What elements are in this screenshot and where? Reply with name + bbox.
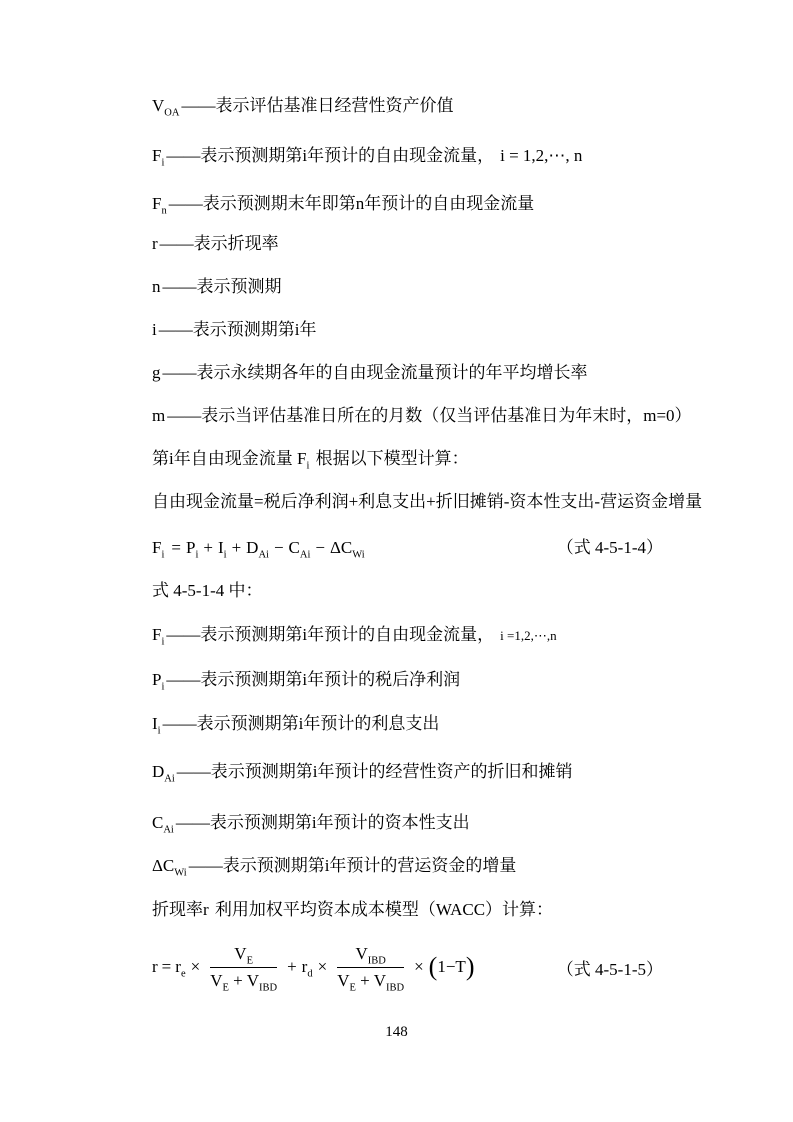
definition-line-dai — [152, 762, 693, 785]
formula-4-5-1-4: $F_i$ = $P_i$ + $I_i$ + $D_{Ai}$ − $C_{Ai}$ − $\Delta C_{Wi}$ — [152, 538, 365, 561]
symbol-dai: $D_{Ai}$ — [152, 762, 175, 785]
symbol-i: i — [152, 320, 157, 339]
symbol-ii: $I_i$ — [152, 714, 161, 737]
symbol-n: n — [152, 277, 161, 296]
definition-line-m — [152, 406, 693, 426]
tax-shield-term: (1−T) — [428, 952, 475, 981]
symbol-cai: $C_{Ai}$ — [152, 813, 174, 836]
definition-text: ——表示预测期第i年预计的资本性支出 — [175, 813, 470, 832]
symbol-g: g — [152, 363, 161, 382]
definition-line-dcwi — [152, 856, 693, 879]
definition-text: ——表示永续期各年的自由现金流量预计的年平均增长率 — [162, 363, 588, 382]
symbol-fi: $F_i$ — [152, 625, 165, 648]
symbol-m: m — [152, 406, 166, 425]
definition-text: ——表示预测期第i年 — [158, 320, 317, 339]
definition-line-i — [152, 320, 693, 340]
definition-line-cai — [152, 813, 693, 836]
wacc-intro: 折现率r 利用加权平均资本成本模型（WACC）计算： — [152, 900, 554, 919]
equation-label-4-5-1-4: （式 4-5-1-4） — [556, 538, 663, 557]
definition-text: ——表示折现率 — [159, 234, 279, 253]
definition-text: ——表示当评估基准日所在的月数（仅当评估基准日为年末时，m=0） — [167, 406, 692, 425]
symbol-pi: $P_i$ — [152, 670, 165, 693]
symbol-r: r — [152, 234, 158, 253]
formula-4-5-1-5: r = $r_e$ × $\frac{V_E}{V_E + V_{IBD}}$ + $r_d$ × $\frac{V_{IBD}}{V_E + V_{IBD}}$ × (1−T) — [152, 943, 475, 993]
definition-line-voa — [152, 96, 693, 119]
definition-line-n — [152, 277, 693, 297]
fcf-model-intro: 第i年自由现金流量 $F_i$ 根据以下模型计算： — [152, 449, 469, 472]
definition-line-g — [152, 363, 693, 383]
definition-text: ——表示预测期第i年预计的利息支出 — [162, 714, 440, 733]
page-number: 148 — [385, 1024, 408, 1040]
formula-4-5-1-4-row — [152, 538, 693, 561]
definition-text: ——表示预测期 — [162, 277, 282, 296]
definition-text: ——表示预测期末年即第n年预计的自由现金流量 — [168, 194, 535, 213]
definition-line-r — [152, 234, 693, 254]
definition-text: ——表示评估基准日经营性资产价值 — [181, 96, 454, 115]
symbol-r: r — [203, 900, 209, 919]
symbol-fn: $F_n$ — [152, 194, 167, 217]
definition-text: ——表示预测期第i年预计的自由现金流量， — [166, 146, 495, 165]
formula-note: 式 4-5-1-4 中： — [152, 581, 263, 600]
fcf-equation-text: 自由现金流量=税后净利润+利息支出+折旧摊销-资本性支出-营运资金增量 — [152, 492, 703, 511]
equation-label-4-5-1-5: （式 4-5-1-5） — [556, 959, 663, 979]
symbol-fi: $F_i$ — [296, 449, 310, 472]
symbol-dcwi: $\Delta C_{Wi}$ — [152, 856, 187, 879]
definition-line-fn — [152, 194, 693, 217]
definition-line-fi — [152, 146, 693, 169]
fraction-debt-weight: $\frac{V_{IBD}}{V_E + V_{IBD}}$ — [337, 943, 405, 993]
definition-text: ——表示预测期第i年预计的营运资金的增量 — [188, 856, 517, 875]
definition-line-ii — [152, 714, 693, 737]
definition-range: i =1,2,⋯,n — [500, 628, 557, 643]
formula-4-5-1-5-row — [152, 938, 693, 996]
document-page — [152, 96, 703, 996]
symbol-voa: $V_{OA}$ — [152, 96, 180, 119]
definition-line-pi — [152, 670, 693, 693]
symbol-fi: $F_i$ — [152, 146, 165, 169]
definition-range: i = 1,2,⋯, n — [500, 146, 583, 165]
definition-text: ——表示预测期第i年预计的经营性资产的折旧和摊销 — [176, 762, 573, 781]
fraction-equity-weight: $\frac{V_E}{V_E + V_{IBD}}$ — [210, 943, 278, 993]
definition-text: ——表示预测期第i年预计的税后净利润 — [166, 670, 461, 689]
definition-line-fi2 — [152, 625, 693, 648]
definition-text: ——表示预测期第i年预计的自由现金流量， — [166, 625, 495, 644]
